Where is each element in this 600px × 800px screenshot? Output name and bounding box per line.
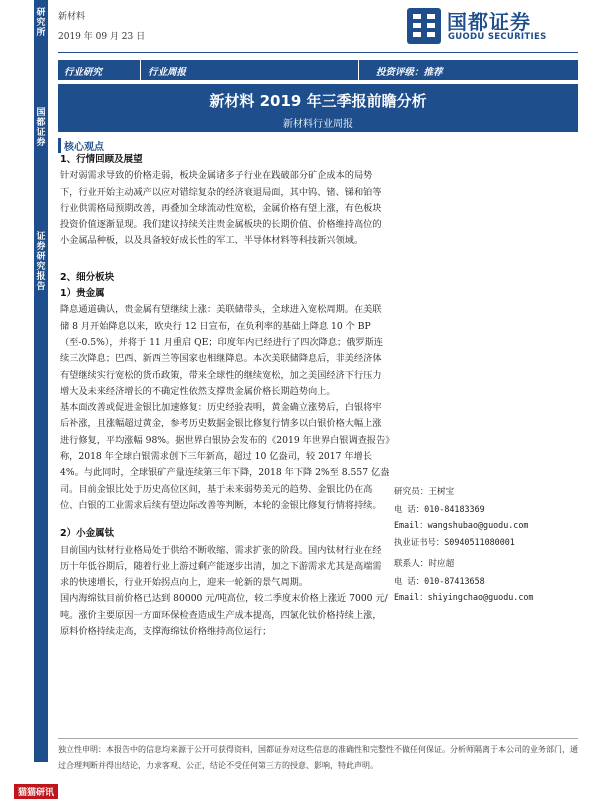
analyst-name: 研究员：王树宝 [394,487,455,497]
section-paragraph: 国内海绵钛目前价格已达到 80000 元/吨高位，较二季度末价格上涨近 7000 元/吨。涨价主要原因一方面环保检查造成生产成本提高，四氯化钛价格持续上涨，原料价格持续走高，支撑海绵钛价格维持高位运行； [60,593,388,638]
meta-separator [140,60,141,80]
meta-report-subtype: 行业周报 [148,67,187,78]
analyst-cert: 执业证书号：S0940511080001 [394,536,515,547]
spacer [60,250,390,270]
sidebar-label-report: 证券研究报告 [36,232,46,292]
section-paragraph: 目前国内钛材行业格局处于供给不断收缩、需求扩张的阶段。国内钛材行业在经历十年低谷期后，随着行业上游过剩产能逐步出清，加之下游需求尤其是高端需求的快速增长，行业开始拐点向上，迎来一轮新的景气周期。 [60,544,382,589]
contact-name: 联系人：时应超 [394,559,455,569]
report-body [60,152,390,640]
header-category: 新材料 [58,12,86,22]
section-heading: 1、行情回顾及展望 [60,154,143,165]
analyst-phone: 电 话：010-84183369 [394,503,485,514]
report-header [58,10,145,44]
contact-phone: 电 话：010-87413658 [394,575,485,586]
sidebar-label-institute: 研究所 [36,8,46,38]
section-paragraph: 针对弱需求导致的价格走弱，板块金属诸多子行业在践破部分矿企成本的局势下，行业开始主动减产以应对错综复杂的经济衰退局面，其中钨、锗、锑和铂等行业供需格局预期改善，再叠加全球流动性宽松，金属价格有望上涨，有色板块投资价值逐渐显现。我们建议持续关注贵金属板块的长期价值、价格维持高位的小金属品种板，以及具备较好成长性的军工、半导体材料等科技新兴领域。 [60,170,382,247]
report-title: 新材料 2019 年三季报前瞻分析 [209,92,427,110]
analyst-email[interactable]: Email：wangshubao@guodu.com [394,520,529,530]
core-view-label: 核心观点 [58,138,104,153]
logo-name-cn: 国都证券 [447,10,531,34]
contact-email[interactable]: Email：shiyingchao@guodu.com [394,592,534,602]
footer-watermark-tag: 猫猫研讯 [14,784,58,799]
report-meta-bar [58,60,578,80]
meta-report-type: 行业研究 [64,67,103,78]
section-paragraph: 降息通道确认，贵金属有望继续上涨：美联储带头，全球进入宽松周期。在美联储 8 月开始降息以来，欧央行 12 日宣布，在负利率的基础上降息 10 个 BP（至-0.5%），并将于 11 月重启 QE；印度年内已经进行了四次降息；俄罗斯连续三次降息；巴西、新西兰等国家也相继降息。本次美联储降息后，非美经济体有望继续实行宽松的货币政策，带来全球性的继续宽松，加之美国经济下行压力增大及未来经济增长的不确定性依然支撑贵金属价格长期趋势向上。 [60,304,383,397]
contact-block [394,556,578,606]
header-divider [58,52,578,53]
analyst-info [394,484,578,612]
company-logo [405,4,575,48]
section-heading: 2、细分板块 [60,271,115,283]
sidebar-label-company: 国都证券 [36,108,46,148]
section-paragraph: 基本面改善或促进金银比加速修复：历史经验表明，黄金确立涨势后，白银将牢后补涨，且涨幅超过黄金，参考历史数据金银比修复行情多以白银价格大幅上涨进行修复，平均涨幅 98%。据世界白银协会发布的《2019 年世界白银调查报告》称，2018 年全球白银需求创下三年新高，超过 10 亿盎司，较 2017 年增长 4%。与此同时，全球银矿产量连续第三年下降，2018 年下降 2%至 8.557 亿盎司。目前金银比处于历史高位区间，基于未来弱势美元的趋势、金银比仍在高位、白银的工业需求后续有望边际改善等判断，本轮的金银比修复行情将持续。 [60,402,390,511]
independence-disclaimer: 独立性申明：本报告中的信息均来源于公开可获得资料，国都证券对这些信息的准确性和完整性不做任何保证。分析师隔离于本公司的业务部门，通过合理判断并得出结论，力求客观、公正，结论不受任何第三方的授意、影响，特此声明。 [58,738,578,774]
logo-name-en: GUODU SECURITIES [448,32,547,42]
logo-mark-icon [405,6,443,46]
analyst-block [394,484,578,550]
report-title-block [58,84,578,132]
header-date: 2019 年 09 月 23 日 [58,32,146,42]
report-subtitle: 新材料行业周报 [283,119,353,130]
meta-separator [358,60,359,80]
spacer [60,514,390,526]
meta-rating: 投资评级：推荐 [376,67,443,78]
subsection-heading: 2）小金属钛 [60,528,115,540]
subsection-heading: 1）贵金属 [60,288,105,300]
